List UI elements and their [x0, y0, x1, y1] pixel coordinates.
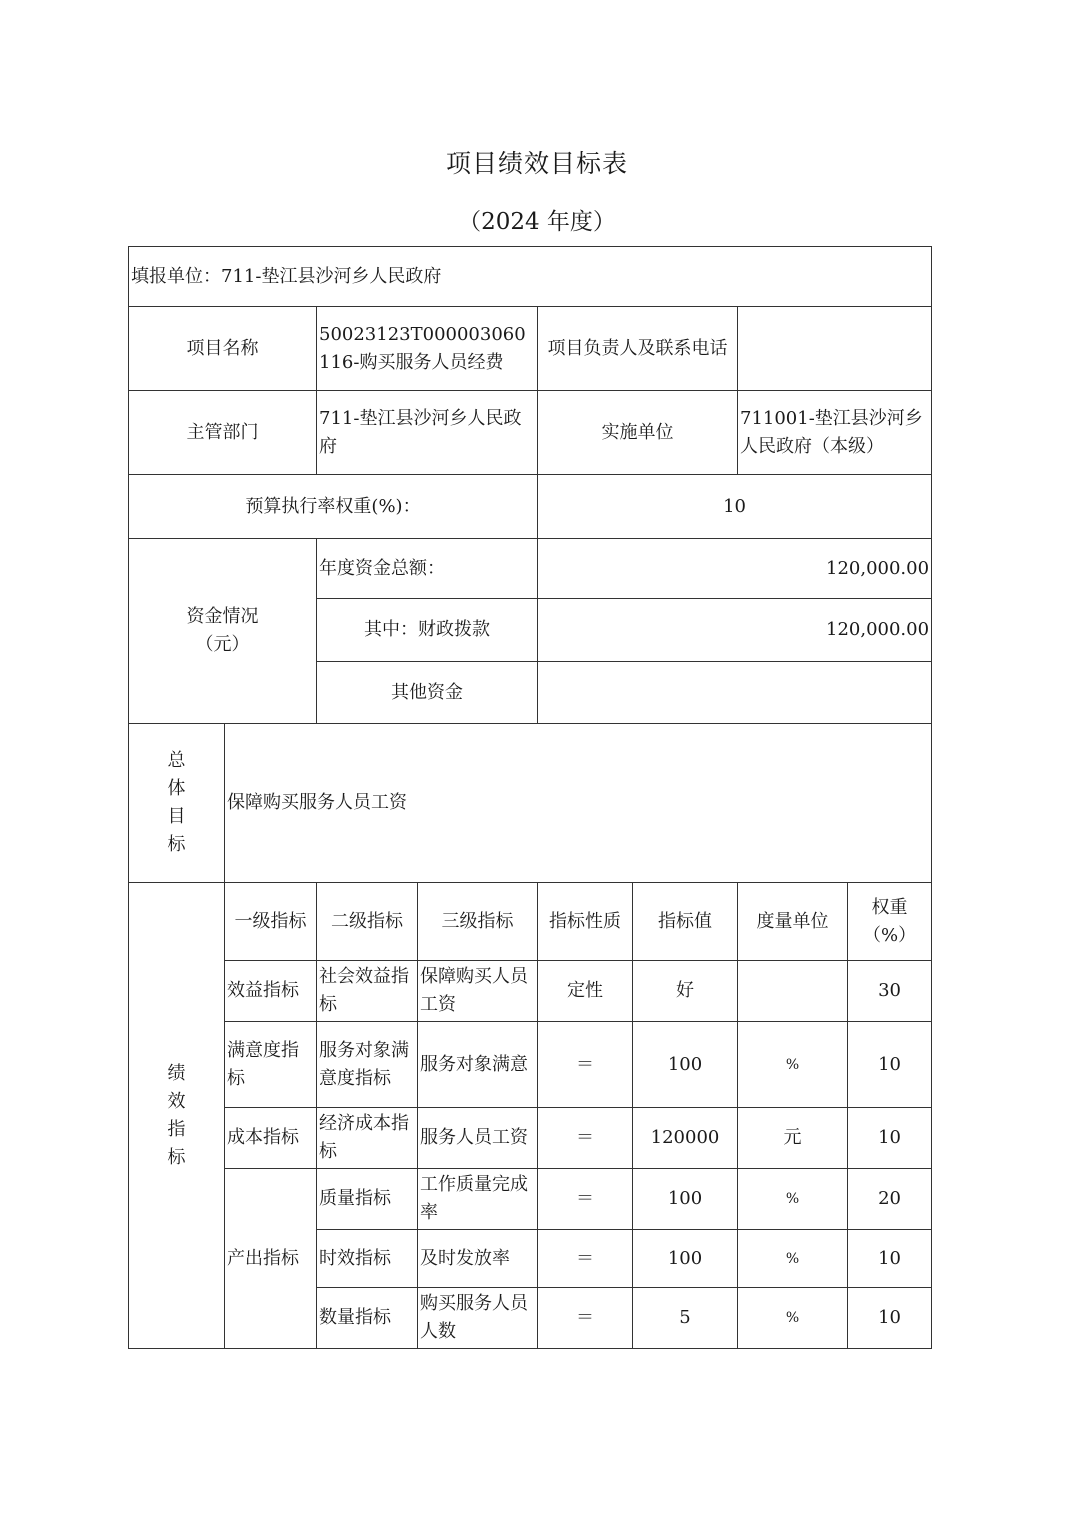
cell-value: 5	[633, 1288, 738, 1349]
cell-value: 100	[633, 1230, 738, 1288]
cell-level1: 产出指标	[225, 1169, 317, 1349]
performance-label-char: 标	[167, 1146, 186, 1168]
cell-weight: 30	[848, 961, 932, 1022]
other-funds-value	[538, 662, 932, 724]
header-level1: 一级指标	[225, 883, 317, 961]
header-value: 指标值	[633, 883, 738, 961]
cell-weight: 10	[848, 1022, 932, 1108]
other-funds-label: 其他资金	[317, 662, 538, 724]
cell-unit: %	[738, 1230, 848, 1288]
cell-nature: ＝	[538, 1022, 633, 1108]
cell-level3: 及时发放率	[418, 1230, 538, 1288]
overall-goal-char: 总	[167, 750, 186, 771]
cell-nature: ＝	[538, 1230, 633, 1288]
overall-goal-text: 保障购买服务人员工资	[225, 724, 932, 883]
table-row	[129, 961, 932, 1022]
cell-value: 好	[633, 961, 738, 1022]
total-funds-value: 120,000.00	[538, 539, 932, 599]
performance-indicators-label	[129, 883, 225, 1349]
table-row	[129, 1108, 932, 1169]
performance-target-table	[128, 246, 932, 1349]
cell-unit	[738, 961, 848, 1022]
contact-value	[738, 307, 932, 391]
cell-nature: 定性	[538, 961, 633, 1022]
cell-level3: 购买服务人员人数	[418, 1288, 538, 1349]
performance-label-char: 指	[167, 1118, 186, 1140]
cell-level2: 质量指标	[317, 1169, 418, 1230]
table-row	[129, 1022, 932, 1108]
page-subtitle-year: （2024 年度）	[458, 209, 616, 235]
cell-level3: 服务对象满意	[418, 1022, 538, 1108]
performance-label-char: 绩	[167, 1062, 186, 1084]
dept-label: 主管部门	[129, 391, 317, 475]
cell-level2: 时效指标	[317, 1230, 418, 1288]
header-level2: 二级指标	[317, 883, 418, 961]
cell-weight: 10	[848, 1230, 932, 1288]
cell-level2: 经济成本指标	[317, 1108, 418, 1169]
project-name-value: 50023123T000003060116-购买服务人员经费	[317, 307, 538, 391]
cell-level2: 服务对象满意度指标	[317, 1022, 418, 1108]
cell-weight: 10	[848, 1288, 932, 1349]
budget-weight-value: 10	[538, 475, 932, 539]
overall-goal-char: 标	[167, 834, 186, 855]
fiscal-funds-value: 120,000.00	[538, 599, 932, 662]
impl-unit-value: 711001-垫江县沙河乡人民政府（本级）	[738, 391, 932, 475]
cell-level2: 数量指标	[317, 1288, 418, 1349]
fiscal-funds-label: 其中：财政拨款	[317, 599, 538, 662]
cell-value: 100	[633, 1169, 738, 1230]
total-funds-label: 年度资金总额：	[317, 539, 538, 599]
contact-label: 项目负责人及联系电话	[538, 307, 738, 391]
cell-level3: 保障购买人员工资	[418, 961, 538, 1022]
cell-unit: %	[738, 1288, 848, 1349]
cell-level1: 满意度指标	[225, 1022, 317, 1108]
impl-unit-label: 实施单位	[538, 391, 738, 475]
budget-weight-label: 预算执行率权重(%)：	[129, 475, 538, 539]
cell-nature: ＝	[538, 1108, 633, 1169]
overall-goal-label	[129, 724, 225, 883]
funds-label-line2: （元）	[195, 634, 250, 655]
cell-weight: 20	[848, 1169, 932, 1230]
header-level3: 三级指标	[418, 883, 538, 961]
cell-unit: %	[738, 1022, 848, 1108]
cell-level3: 工作质量完成率	[418, 1169, 538, 1230]
cell-level3: 服务人员工资	[418, 1108, 538, 1169]
cell-level1: 效益指标	[225, 961, 317, 1022]
project-name-label: 项目名称	[129, 307, 317, 391]
performance-label-char: 效	[167, 1090, 186, 1112]
cell-value: 100	[633, 1022, 738, 1108]
cell-unit: 元	[738, 1108, 848, 1169]
overall-goal-char: 体	[167, 778, 186, 799]
table-row	[129, 1169, 932, 1230]
header-unit: 度量单位	[738, 883, 848, 961]
cell-level1: 成本指标	[225, 1108, 317, 1169]
header-weight: 权重（%）	[848, 883, 932, 961]
page-title: 项目绩效目标表	[445, 149, 628, 178]
cell-value: 120000	[633, 1108, 738, 1169]
header-nature: 指标性质	[538, 883, 633, 961]
cell-nature: ＝	[538, 1288, 633, 1349]
funds-label-line1: 资金情况	[186, 606, 259, 627]
cell-level2: 社会效益指标	[317, 961, 418, 1022]
dept-value: 711-垫江县沙河乡人民政府	[317, 391, 538, 475]
cell-nature: ＝	[538, 1169, 633, 1230]
filler-unit: 填报单位：711-垫江县沙河乡人民政府	[129, 247, 932, 307]
funds-label	[129, 539, 317, 724]
overall-goal-char: 目	[167, 806, 186, 827]
cell-weight: 10	[848, 1108, 932, 1169]
cell-unit: %	[738, 1169, 848, 1230]
